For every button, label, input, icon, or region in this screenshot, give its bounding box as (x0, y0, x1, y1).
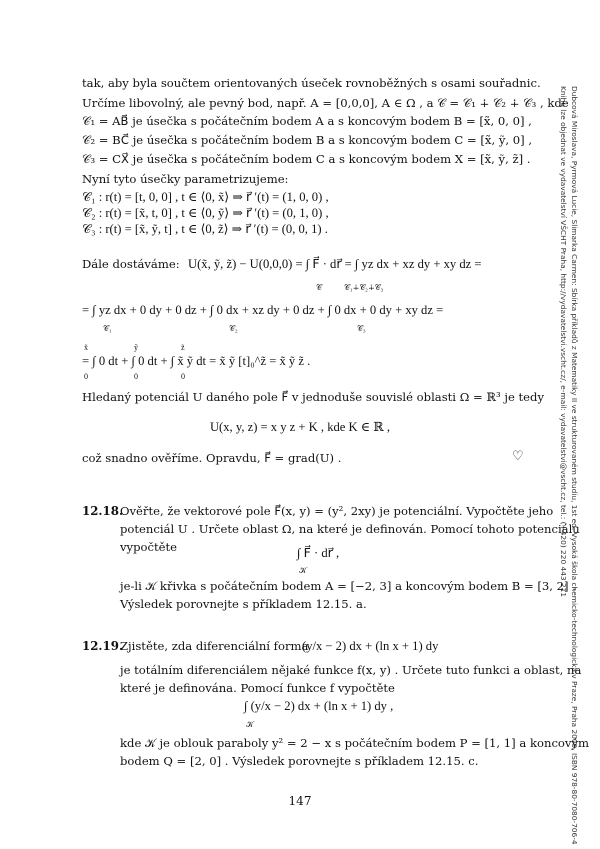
equation-3-upper-3: z̃ (181, 343, 185, 352)
equation-3-lower-2: 0 (134, 372, 138, 381)
exercise-12-18-line-3: vypočtěte (120, 540, 178, 554)
page-number: 147 (288, 794, 312, 808)
equation-2-sub-c2: 𝒞₂ (229, 324, 238, 333)
parametrization-c3: 𝒞₃ : r(t) = [x̃, ỹ, t] , t ∈ ⟨0, z̃⟩ ⇒ r⃗ ′(t) = (0, 0, 1) . (82, 222, 328, 236)
exercise-12-18-integral: ∫ F⃗ · dr⃗ , (297, 546, 340, 560)
segment-c1: 𝒞₁ = AB⃗ je úsečka s počátečním bodem A a s koncovým bodem B = [x̃, 0, 0] , (82, 114, 532, 128)
exercise-12-18-line-2: potenciál U . Určete oblast Ω, na které je definován. Pomocí tohoto potenciálu (120, 522, 580, 536)
equation-potential: U(x, y, z) = x y z + K , kde K ∈ ℝ , (209, 420, 391, 434)
equation-line-1: U(x̃, ỹ, z̃) − U(0,0,0) = ∫ F⃗ · dr⃗ = ∫ yz dx + xz dy + xy dz = (188, 257, 482, 271)
sidebar-order-info: Knihu lze objednat ve vydavatelství VŠCHT Praha, http://vydavatelstvi.vscht.cz/, e-mail: vydavatelstvi@vscht.cz, tel.: (+420) 220 443 211 (559, 86, 568, 598)
end-of-proof-heart-icon: ♡ (512, 449, 524, 464)
segment-c3: 𝒞₃ = CX⃗ je úsečka s počátečním bodem C a s koncovým bodem X = [x̃, ỹ, z̃] . (82, 152, 531, 166)
exercise-12-18-line-4: je-li 𝒦 křivka s počátečním bodem A = [−2, 3] a koncovým bodem B = [3, 2] . (120, 579, 576, 593)
exercise-12-19-line-4: kde 𝒦 je oblouk paraboly y² = 2 − x s počátečním bodem P = [1, 1] a koncovým (120, 736, 590, 750)
segment-c2: 𝒞₂ = BC⃗ je úsečka s počátečním bodem B a s koncovým bodem C = [x̃, ỹ, 0] , (82, 133, 533, 147)
equation-1-sub-curve: 𝒞 (316, 283, 322, 292)
parametrization-c1: 𝒞₁ : r(t) = [t, 0, 0] , t ∈ ⟨0, x̃⟩ ⇒ r⃗ ′(t) = (1, 0, 0) , (82, 190, 329, 204)
exercise-12-19-integral: ∫ (y/x − 2) dx + (ln x + 1) dy , (244, 699, 394, 713)
equation-label: Dále dostáváme: (82, 257, 180, 271)
equation-3-upper-2: ỹ (134, 343, 138, 352)
sidebar-citation: Dubcová Miroslava, Pyrmová Lucie, Slimarka Carmen: Sbírka příkladů z Matematiky II ve strukturovaném studiu, 1st ed. Vysoká škola chemicko-technologická v Praze, Praha 2009, ISBN 978-80-7080-706-4 (570, 86, 579, 845)
exercise-12-19-line-1: Zjistěte, zda diferenciální forma (120, 639, 309, 653)
equation-2-sub-c1: 𝒞₁ (103, 324, 112, 333)
exercise-12-18-line-5: Výsledek porovnejte s příkladem 12.15. a. (120, 597, 367, 611)
exercise-12-19-number: 12.19. (82, 639, 124, 653)
paragraph-verify: což snadno ověříme. Opravdu, F⃗ = grad(U) . (82, 451, 342, 465)
equation-3-lower-1: 0 (84, 372, 88, 381)
exercise-12-18-number: 12.18. (82, 504, 124, 518)
equation-1-sub-sum: 𝒞₁∔𝒞₂∔𝒞₃ (344, 283, 384, 292)
exercise-12-19-integral-sub: 𝒦 (246, 720, 254, 729)
paragraph-parametrize: Nyní tyto úsečky parametrizujeme: (82, 172, 289, 186)
paragraph-potential: Hledaný potenciál U daného pole F⃗ v jednoduše souvislé oblasti Ω = ℝ³ je tedy (82, 390, 544, 404)
paragraph-intro: tak, aby byla součtem orientovaných úseček rovnoběžných s osami souřadnic. (82, 76, 541, 90)
exercise-12-18-integral-sub: 𝒦 (299, 566, 307, 575)
exercise-12-19-line-5: bodem Q = [2, 0] . Výsledek porovnejte s příkladem 12.15. c. (120, 754, 479, 768)
exercise-12-18-line-1: Ověřte, že vektorové pole F⃗(x, y) = (y², 2xy) je potenciální. Vypočtěte jeho (120, 504, 554, 518)
equation-line-3: = ∫ 0 dt + ∫ 0 dt + ∫ x̃ ỹ dt = x̃ ỹ [t]₀^z̃ = x̃ ỹ z̃ . (82, 354, 311, 368)
paragraph-choose-point: Určíme libovolný, ale pevný bod, např. A = [0,0,0], A ∈ Ω , a 𝒞 = 𝒞₁ ∔ 𝒞₂ ∔ 𝒞₃ , kde (82, 96, 569, 110)
equation-line-2: = ∫ yz dx + 0 dy + 0 dz + ∫ 0 dx + xz dy + 0 dz + ∫ 0 dx + 0 dy + xy dz = (82, 303, 444, 317)
exercise-12-19-form: (y/x − 2) dx + (ln x + 1) dy (302, 639, 439, 653)
equation-2-sub-c3: 𝒞₃ (357, 324, 366, 333)
equation-3-lower-3: 0 (181, 372, 185, 381)
exercise-12-19-line-2: je totálním diferenciálem nějaké funkce f(x, y) . Určete tuto funkci a oblast, na (120, 663, 582, 677)
equation-3-upper-1: x̃ (84, 343, 88, 352)
exercise-12-19-line-3: které je definována. Pomocí funkce f vypočtěte (120, 681, 395, 695)
parametrization-c2: 𝒞₂ : r(t) = [x̃, t, 0] , t ∈ ⟨0, ỹ⟩ ⇒ r⃗ ′(t) = (0, 1, 0) , (82, 206, 329, 220)
